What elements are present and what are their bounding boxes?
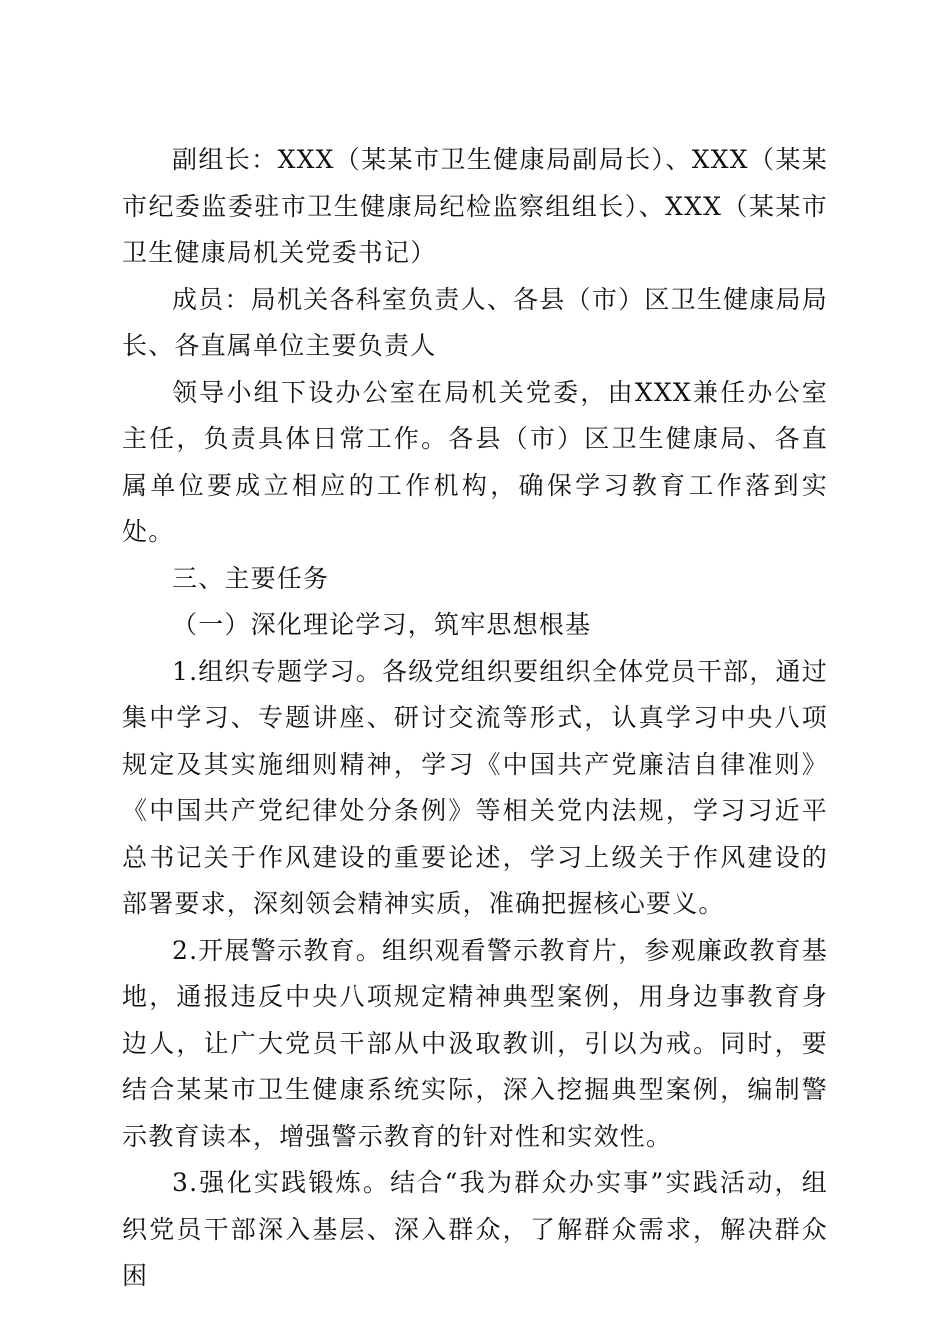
paragraph-deputy-leaders: 副组长：XXX（某某市卫生健康局副局长）、XXX（某某市纪委监委驻市卫生健康局纪检监察组组长）、XXX（某某市卫生健康局机关党委书记） — [122, 145, 828, 267]
subsection-heading-theory-study: （一）深化理论学习，筑牢思想根基 — [172, 610, 592, 639]
section-heading-main-tasks: 三、主要任务 — [172, 563, 330, 593]
paragraph-practice: 3.强化实践锻炼。结合“我为群众办实事”实践活动，组织党员干部深入基层、深入群众，了解群众需求，解决群众困 — [122, 1168, 828, 1290]
document-page — [122, 137, 828, 1300]
paragraph-special-study: 1.组织专题学习。各级党组织要组织全体党员干部，通过集中学习、专题讲座、研讨交流等形式，认真学习中央八项规定及其实施细则精神，学习《中国共产党廉洁自律准则》《中国共产党纪律处分条例》等相关党内法规，学习习近平总书记关于作风建设的重要论述，学习上级关于作风建设的部署要求，深刻领会精神实质，准确把握核心要义。 — [122, 656, 828, 918]
paragraph-members: 成员：局机关各科室负责人、各县（市）区卫生健康局局长、各直属单位主要负责人 — [122, 284, 828, 360]
paragraph-warning-education: 2.开展警示教育。组织观看警示教育片，参观廉政教育基地，通报违反中央八项规定精神典型案例，用身边事教育身边人，让广大党员干部从中汲取教训，引以为戒。同时，要结合某某市卫生健康系统实际，深入挖掘典型案例，编制警示教育读本，增强警示教育的针对性和实效性。 — [122, 935, 828, 1151]
paragraph-office: 领导小组下设办公室在局机关党委，由XXX兼任办公室主任，负责具体日常工作。各县（市）区卫生健康局、各直属单位要成立相应的工作机构，确保学习教育工作落到实处。 — [122, 377, 828, 546]
